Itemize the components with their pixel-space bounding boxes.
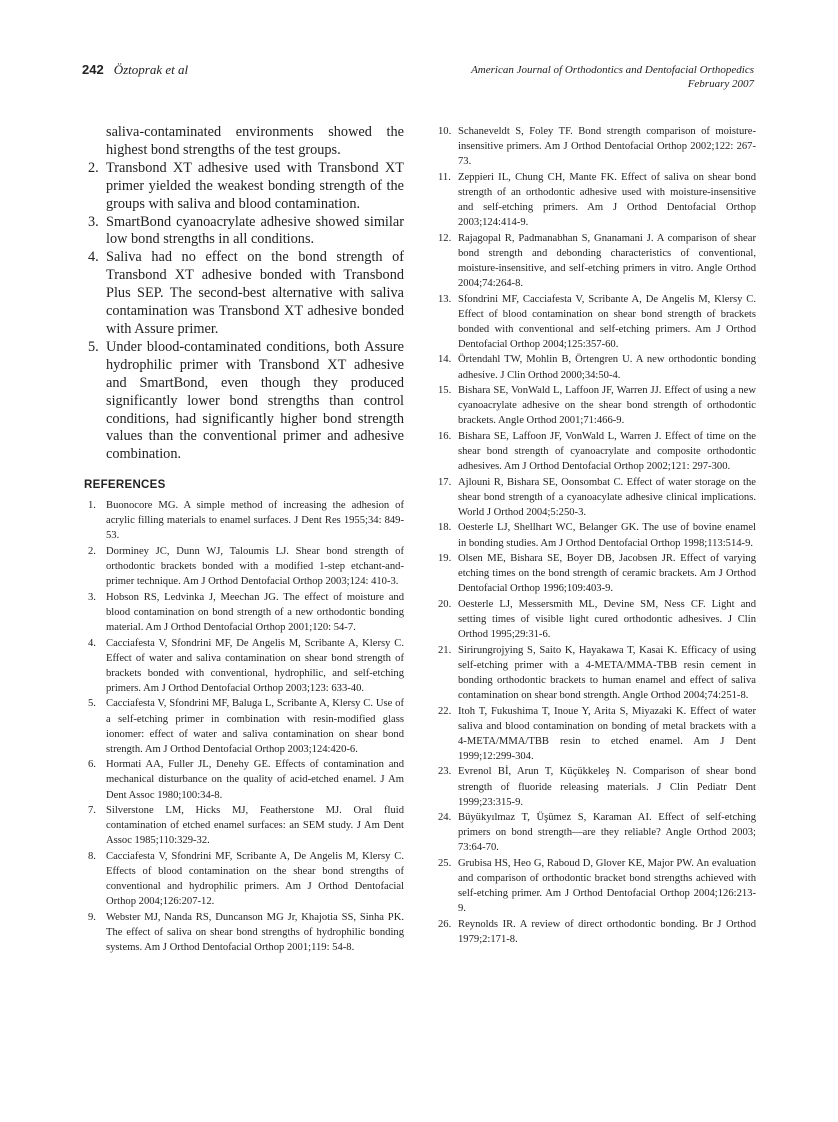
conclusion-item-number: 4.	[88, 249, 99, 266]
reference-item-text: Örtendahl TW, Mohlin B, Örtengren U. A new orthodontic bonding adhesive. J Clin Orthod 2000;34:50-4.	[458, 354, 756, 381]
reference-item-text: Bishara SE, VonWald L, Laffoon JF, Warren JJ. Effect of using a new cyanoacrylate adhesive on the shear bond strength of orthodontic brackets. Angle Orthod 2001;71:466-9.	[458, 385, 756, 427]
references-list-right	[438, 124, 756, 948]
reference-item-number: 24.	[438, 812, 452, 824]
reference-item-number: 22.	[438, 705, 452, 717]
reference-item-text: Sfondrini MF, Cacciafesta V, Scribante A, De Angelis M, Klersy C. Effect of blood contamination on shear bond strength of brackets bonded with conventional and self-etching primers. Am J Orthod Dentofacial Orthop 2004;125:357-60.	[458, 293, 756, 350]
reference-item-number: 19.	[438, 553, 452, 565]
reference-item-number: 14.	[438, 354, 452, 366]
reference-item	[438, 292, 756, 352]
reference-item-text: Dorminey JC, Dunn WJ, Taloumis LJ. Shear bond strength of orthodontic brackets bonded with a modified 1-step etchant-and-primer technique. Am J Orthod Dentofacial Orthop 2003;124: 410-3.	[106, 546, 404, 588]
reference-item	[88, 757, 404, 802]
reference-item-text: Rajagopal R, Padmanabhan S, Gnanamani J. A comparison of shear bond strength and debonding characteristics of conventional, moisture-insensitive, and self-etching primers in vitro. Angle Orthod 2004;74:264-8.	[458, 232, 756, 289]
reference-item-number: 4.	[88, 637, 96, 649]
conclusion-item-number: 5.	[88, 338, 99, 355]
running-header-right	[471, 63, 754, 91]
conclusion-item	[88, 249, 404, 339]
reference-item-number: 15.	[438, 385, 452, 397]
reference-item-text: Ajlouni R, Bishara SE, Oonsombat C. Effect of water storage on the shear bond strength of a cyanoacylate adhesive clinical implications. World J Orthod 2004;5:250-3.	[458, 476, 756, 518]
reference-item	[88, 590, 404, 635]
reference-item-number: 20.	[438, 598, 452, 610]
journal-issue: February 2007	[687, 78, 754, 90]
reference-item-number: 26.	[438, 918, 452, 930]
reference-item	[88, 803, 404, 848]
reference-item-text: Cacciafesta V, Sfondrini MF, Scribante A, De Angelis M, Klersy C. Effects of blood contamination on the shear bond strengths of conventional and hydrophilic primers. Am J Orthod Dentofacial Orthop 2004;126:207-12.	[106, 850, 404, 908]
conclusion-continuation: saliva-contaminated environments showed the highest bond strengths of the test groups.	[106, 124, 404, 158]
reference-item-text: Grubisa HS, Heo G, Raboud D, Glover KE, Major PW. An evaluation and comparison of orthodontic bracket bond strengths achieved with self-etching primer. Am J Orthod Dentofacial Orthop 2004;126:213-9.	[458, 858, 756, 915]
reference-item-number: 13.	[438, 293, 452, 305]
reference-item-text: Reynolds IR. A review of direct orthodontic bonding. Br J Orthod 1979;2:171-8.	[458, 918, 756, 945]
reference-item-text: Olsen ME, Bishara SE, Boyer DB, Jacobsen JR. Effect of varying etching times on the bond strength of ceramic brackets. Am J Orthod Dentofacial Orthop 1996;109:403-9.	[458, 553, 756, 595]
reference-item	[438, 764, 756, 809]
conclusion-item	[88, 160, 404, 214]
reference-item-text: Schaneveldt S, Foley TF. Bond strength comparison of moisture-insensitive primers. Am J Orthod Dentofacial Orthop 2002;122: 267-73.	[458, 126, 756, 168]
reference-item	[438, 917, 756, 947]
conclusion-item-text: Transbond XT adhesive used with Transbond XT primer yielded the weakest bonding strength of the groups with saliva and blood contamination.	[106, 159, 404, 212]
reference-item	[438, 704, 756, 764]
conclusion-item-number: 3.	[88, 213, 99, 230]
reference-item-number: 21.	[438, 644, 452, 656]
reference-item-text: Zeppieri IL, Chung CH, Mante FK. Effect of saliva on shear bond strength of an orthodontic adhesive used with moisture-insensitive and self-etching primers. Am J Orthod Dentofacial Orthop 2003;124:414-9.	[458, 171, 756, 229]
journal-title: American Journal of Orthodontics and Dentofacial Orthopedics	[471, 64, 754, 76]
reference-item-text: Hormati AA, Fuller JL, Denehy GE. Effects of contamination and mechanical disturbance on the quality of acid-etched enamel. J Am Dent Assoc 1980;100:34-8.	[106, 759, 404, 801]
reference-item	[438, 643, 756, 703]
reference-item	[438, 429, 756, 474]
reference-item	[438, 475, 756, 520]
reference-item	[88, 849, 404, 909]
reference-item-text: Evrenol Bİ, Arun T, Küçükkeleş N. Comparison of shear bond strength of fluoride releasing materials. J Clin Pediatr Dent 1999;23:315-9.	[458, 766, 756, 808]
reference-item	[438, 231, 756, 291]
conclusion-item-text: Saliva had no effect on the bond strength of Transbond XT adhesive bonded with Transbond Plus SEP. The second-best alternative with saliva contamination was Transbond XT adhesive bonded with Assure primer.	[106, 249, 404, 337]
reference-item	[438, 383, 756, 428]
references-list-left	[84, 498, 404, 955]
conclusion-item-text: Under blood-contaminated conditions, both Assure hydrophilic primer with Transbond XT adhesive and SmartBond, even though they produced significantly lower bond strengths than control conditions, had significantly higher bond strength values than the conventional primer and adhesive combination.	[106, 338, 404, 463]
left-column	[84, 124, 404, 956]
reference-item	[438, 124, 756, 169]
reference-item-number: 25.	[438, 858, 452, 869]
conclusion-item-text: SmartBond cyanoacrylate adhesive showed similar low bond strengths in all conditions.	[106, 213, 404, 248]
reference-item	[438, 810, 756, 855]
reference-item-number: 12.	[438, 232, 452, 244]
reference-item-number: 2.	[88, 546, 96, 557]
reference-item-text: Buonocore MG. A simple method of increasing the adhesion of acrylic filling materials to enamel surfaces. J Dent Res 1955;34: 849-53.	[106, 500, 404, 542]
conclusions-list	[84, 124, 404, 464]
reference-item-text: Itoh T, Fukushima T, Inoue Y, Arita S, Miyazaki K. Effect of water saliva and blood contamination on bonding of metal brackets with a 4-META/MMA/TBB resin to etched enamel. Am J Dent 1999;12:299-304.	[458, 705, 756, 762]
reference-item	[438, 520, 756, 550]
reference-item-number: 1.	[88, 500, 96, 512]
reference-item-text: Sirirungrojying S, Saito K, Hayakawa T, Kasai K. Efficacy of using self-etching primer with a 4-META/MMA-TBB resin cement in bonding orthodontic brackets to human enamel and effect of saliva contamination on shear bond strength. Angle Orthod 2004;74:251-8.	[458, 644, 756, 701]
reference-item-number: 8.	[88, 850, 96, 862]
reference-item	[438, 551, 756, 596]
page-number: 242	[82, 62, 104, 77]
reference-item-text: Hobson RS, Ledvinka J, Meechan JG. The effect of moisture and blood contamination on bond strength of a new orthodontic bonding material. Am J Orthod Dentofacial Orthop 2001;120: 54-7.	[106, 591, 404, 633]
reference-item	[88, 696, 404, 756]
reference-item-number: 16.	[438, 430, 452, 442]
conclusion-item	[88, 214, 404, 250]
reference-item-number: 9.	[88, 911, 96, 923]
reference-item-number: 11.	[438, 171, 451, 183]
reference-item-text: Silverstone LM, Hicks MJ, Featherstone MJ. Oral fluid contamination of etched enamel surfaces: an SEM study. J Am Dent Assoc 1985;110:329-32.	[106, 805, 404, 847]
reference-item-number: 7.	[88, 805, 96, 817]
references-heading: REFERENCES	[84, 479, 166, 492]
reference-item-text: Webster MJ, Nanda RS, Duncanson MG Jr, Khajotia SS, Sinha PK. The effect of saliva on shear bond strengths of hydrophilic bonding systems. Am J Orthod Dentofacial Orthop 2001;119: 54-8.	[106, 911, 404, 953]
reference-item-text: Cacciafesta V, Sfondrini MF, Baluga L, Scribante A, Klersy C. Use of a self-etching primer in combination with resin-modified glass ionomer: effect of water and saliva contamination on shear bond strength. Am J Orthod Dentofacial Orthop 2003;124:420-6.	[106, 698, 404, 755]
reference-item	[438, 597, 756, 642]
reference-item	[438, 170, 756, 230]
reference-item	[88, 498, 404, 543]
conclusion-item-number: 2.	[88, 159, 99, 176]
reference-item	[438, 856, 756, 916]
reference-item-number: 5.	[88, 698, 96, 710]
reference-item	[88, 910, 404, 955]
running-authors: Öztoprak et al	[113, 62, 189, 77]
reference-item-text: Cacciafesta V, Sfondrini MF, De Angelis M, Scribante A, Klersy C. Effect of water and saliva contamination on shear bond strength of brackets bonded with conventional, hydrophilic, and self-etching primers. Am J Orthod Dentofacial Orthop 2003;123: 633-40.	[106, 637, 404, 694]
reference-item-number: 6.	[88, 759, 96, 771]
reference-item	[88, 636, 404, 696]
conclusion-item	[88, 339, 404, 464]
reference-item	[88, 544, 404, 589]
running-header-left	[82, 62, 188, 78]
reference-item-number: 23.	[438, 766, 452, 778]
reference-item-text: Büyükyılmaz T, Üşümez S, Karaman AI. Effect of self-etching primers on bond strength—are they reliable? Angle Orthod 2003; 73:64-70.	[458, 812, 756, 854]
reference-item-number: 18.	[438, 522, 452, 534]
reference-item-number: 17.	[438, 476, 452, 488]
reference-item-number: 3.	[88, 591, 96, 603]
reference-item-text: Oesterle LJ, Messersmith ML, Devine SM, Ness CF. Light and setting times of visible light cured orthodontic adhesives. J Clin Orthod 1995;29:31-6.	[458, 598, 756, 641]
reference-item-text: Bishara SE, Laffoon JF, VonWald L, Warren J. Effect of time on the shear bond strength of cyanoacrylate and composite orthodontic adhesives. Am J Orthod Dentofacial Orthop 2002;121: 297-300.	[458, 430, 756, 473]
reference-item-number: 10.	[438, 126, 452, 137]
reference-item-text: Oesterle LJ, Shellhart WC, Belanger GK. The use of bovine enamel in bonding studies. Am J Orthod Dentofacial Orthop 1998;113:514-9.	[458, 522, 756, 549]
reference-item	[438, 352, 756, 382]
